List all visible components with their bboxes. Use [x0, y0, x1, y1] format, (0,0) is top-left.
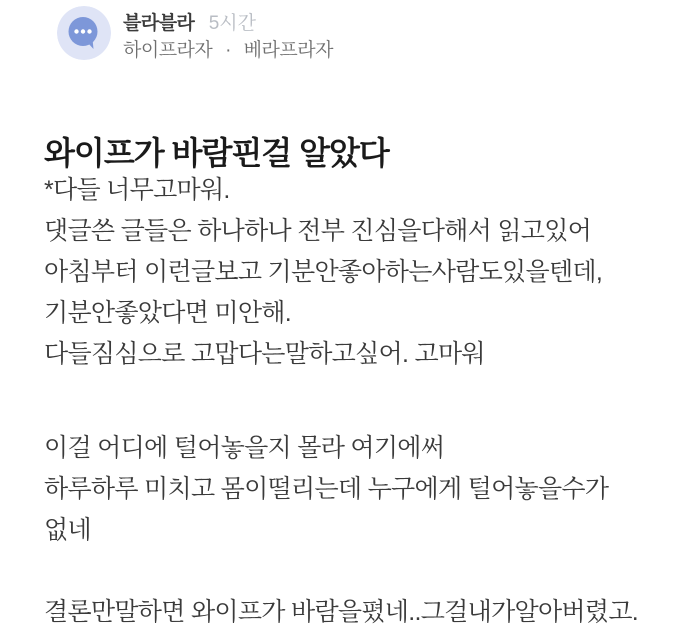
post-title: 와이프가 바람핀걸 알았다 [44, 135, 389, 172]
board-tag[interactable]: 베라프라자 [243, 40, 333, 61]
paragraph [44, 428, 672, 551]
body-line: 다들짐심으로 고맙다는말하고싶어. 고마워 [44, 340, 485, 368]
paragraph [44, 170, 672, 375]
post-body [44, 170, 672, 633]
body-line: 결론만말하면 와이프가 바람을폈네..그걸내가알아버렸고. [44, 598, 639, 626]
body-line: *다들 너무고마워. [44, 176, 230, 204]
paragraph [44, 592, 672, 633]
tag-separator-dot: · [225, 40, 231, 61]
board-tags [123, 37, 333, 64]
username: 블라블라 [123, 13, 195, 34]
body-line: 댓글쓴 글들은 하나하나 전부 진심을다해서 읽고있어 [44, 217, 592, 245]
post-header [57, 6, 333, 64]
name-row [123, 10, 333, 37]
body-line: 아침부터 이런글보고 기분안좋아하는사람도있을텐데, [44, 258, 603, 286]
body-line: 이걸 어디에 털어놓을지 몰라 여기에써 [44, 434, 445, 462]
timestamp: 5시간 [208, 13, 256, 34]
post-meta [123, 6, 333, 64]
body-line: 기분안좋았다면 미안해. [44, 299, 291, 327]
body-line: 하루하루 미치고 몸이떨리는데 누구에게 털어놓을수가 [44, 475, 609, 503]
avatar[interactable] [57, 6, 111, 60]
board-tag[interactable]: 하이프라자 [123, 40, 213, 61]
body-line: 없네 [44, 516, 91, 544]
